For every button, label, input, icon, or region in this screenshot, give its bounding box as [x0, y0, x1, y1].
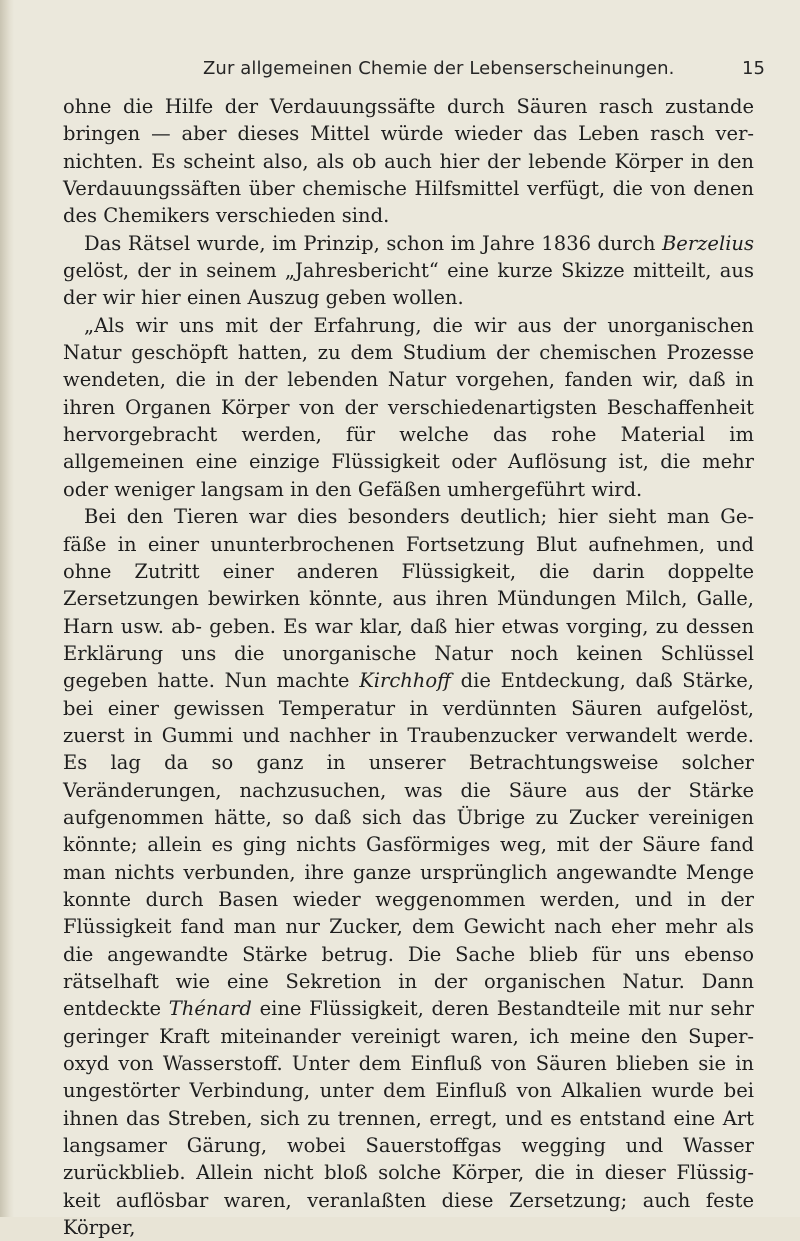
paragraph-3: [63, 312, 754, 503]
page-number: 15: [742, 58, 765, 79]
page-spine-shadow: [0, 0, 14, 1217]
paragraph-4-text-end: eine Flüssigkeit, deren Bestandteile mit nur sehr geringer Kraft miteinander vereinigt waren, ich meine den Super- oxyd von Wasserstoff. Unter dem Einfluß von Säuren blieben sie in ungestörter Verbindung, unter dem Einfluß von Alkalien wurde bei ihnen das Streben, sich zu trennen, erregt, und es entstand eine Art langsamer Gärung, wobei Sauerstoffgas wegging und Wasser zurückblieb. Allein nicht bloß solche Körper, die in dieser Flüssig- keit auflösbar waren, veranlaßten diese Zersetzung; auch feste Körper,: [63, 997, 754, 1240]
paragraph-2-text-cont: gelöst, der in seinem „Jahresbericht“ eine kurze Skizze mitteilt, aus der wir hier einen Auszug geben wollen.: [63, 259, 754, 310]
paragraph-2: [63, 230, 754, 312]
paragraph-4-text-cont: die Entdeckung, daß Stärke, bei einer gewissen Temperatur in verdünnten Säuren aufgelöst, zuerst in Gummi und nachher in Traubenzucker verwandelt werde. Es lag da so ganz in unserer Betrachtungsweise solcher Veränderungen, nachzusuchen, was die Säure aus der Stärke aufgenommen hätte, so daß sich das Übrige zu Zucker vereinigen könnte; allein es ging nichts Gasförmiges weg, mit der Säure fand man nichts verbunden, ihre ganze ursprünglich angewandte Menge konnte durch Basen wieder weggenommen werden, und in der Flüssigkeit fand man nur Zucker, dem Gewicht nach eher mehr als die angewandte Stärke betrug. Die Sache blieb für uns ebenso rätselhaft wie eine Sekretion in der organischen Natur. Dann entdeckte: [63, 669, 755, 1021]
paragraph-4-text: Bei den Tieren war dies besonders deutlich; hier sieht man Ge- fäße in einer ununterbrochenen Fortsetzung Blut aufnehmen, und ohne Zutritt einer anderen Flüssigkeit, die darin doppelte Zersetzungen bewirken könnte, aus ihren Mündungen Milch, Galle, Harn usw. ab- geben. Es war klar, daß hier etwas vorging, zu dessen Erklärung uns die unorganische Natur noch keinen Schlüssel gegeben hatte. Nun machte: [63, 505, 754, 693]
name-kirchhoff: Kirchhoff: [359, 669, 451, 693]
name-thenard: Thénard: [168, 997, 252, 1021]
running-title: Zur allgemeinen Chemie der Lebenserscheinungen.: [203, 58, 675, 79]
page-header: [0, 58, 800, 86]
paragraph-1-text: ohne die Hilfe der Verdauungssäfte durch Säuren rasch zustande bringen — aber dieses Mittel würde wieder das Leben rasch ver- nichten. Es scheint also, als ob auch hier der lebende Körper in den Verdauungssäften über chemische Hilfsmittel verfügt, die von denen des Chemikers verschieden sind.: [63, 95, 754, 228]
paragraph-4: [63, 503, 754, 1241]
paragraph-2-text: Das Rätsel wurde, im Prinzip, schon im Jahre 1836 durch: [84, 231, 662, 255]
paragraph-3-text: „Als wir uns mit der Erfahrung, die wir aus der unorganischen Natur geschöpft hatten, zu dem Studium der chemischen Prozesse wendeten, die in der lebenden Natur vorgehen, fanden wir, daß in ihren Organen Körper von der verschiedenartigsten Beschaffenheit hervorgebracht werden, für welche das rohe Material im allgemeinen eine einzige Flüssigkeit oder Auflösung ist, die mehr oder weniger langsam in den Gefäßen umhergeführt wird.: [63, 313, 754, 501]
name-berzelius: Berzelius: [661, 231, 754, 255]
body-text: [63, 93, 754, 1241]
paragraph-1: [63, 93, 754, 230]
